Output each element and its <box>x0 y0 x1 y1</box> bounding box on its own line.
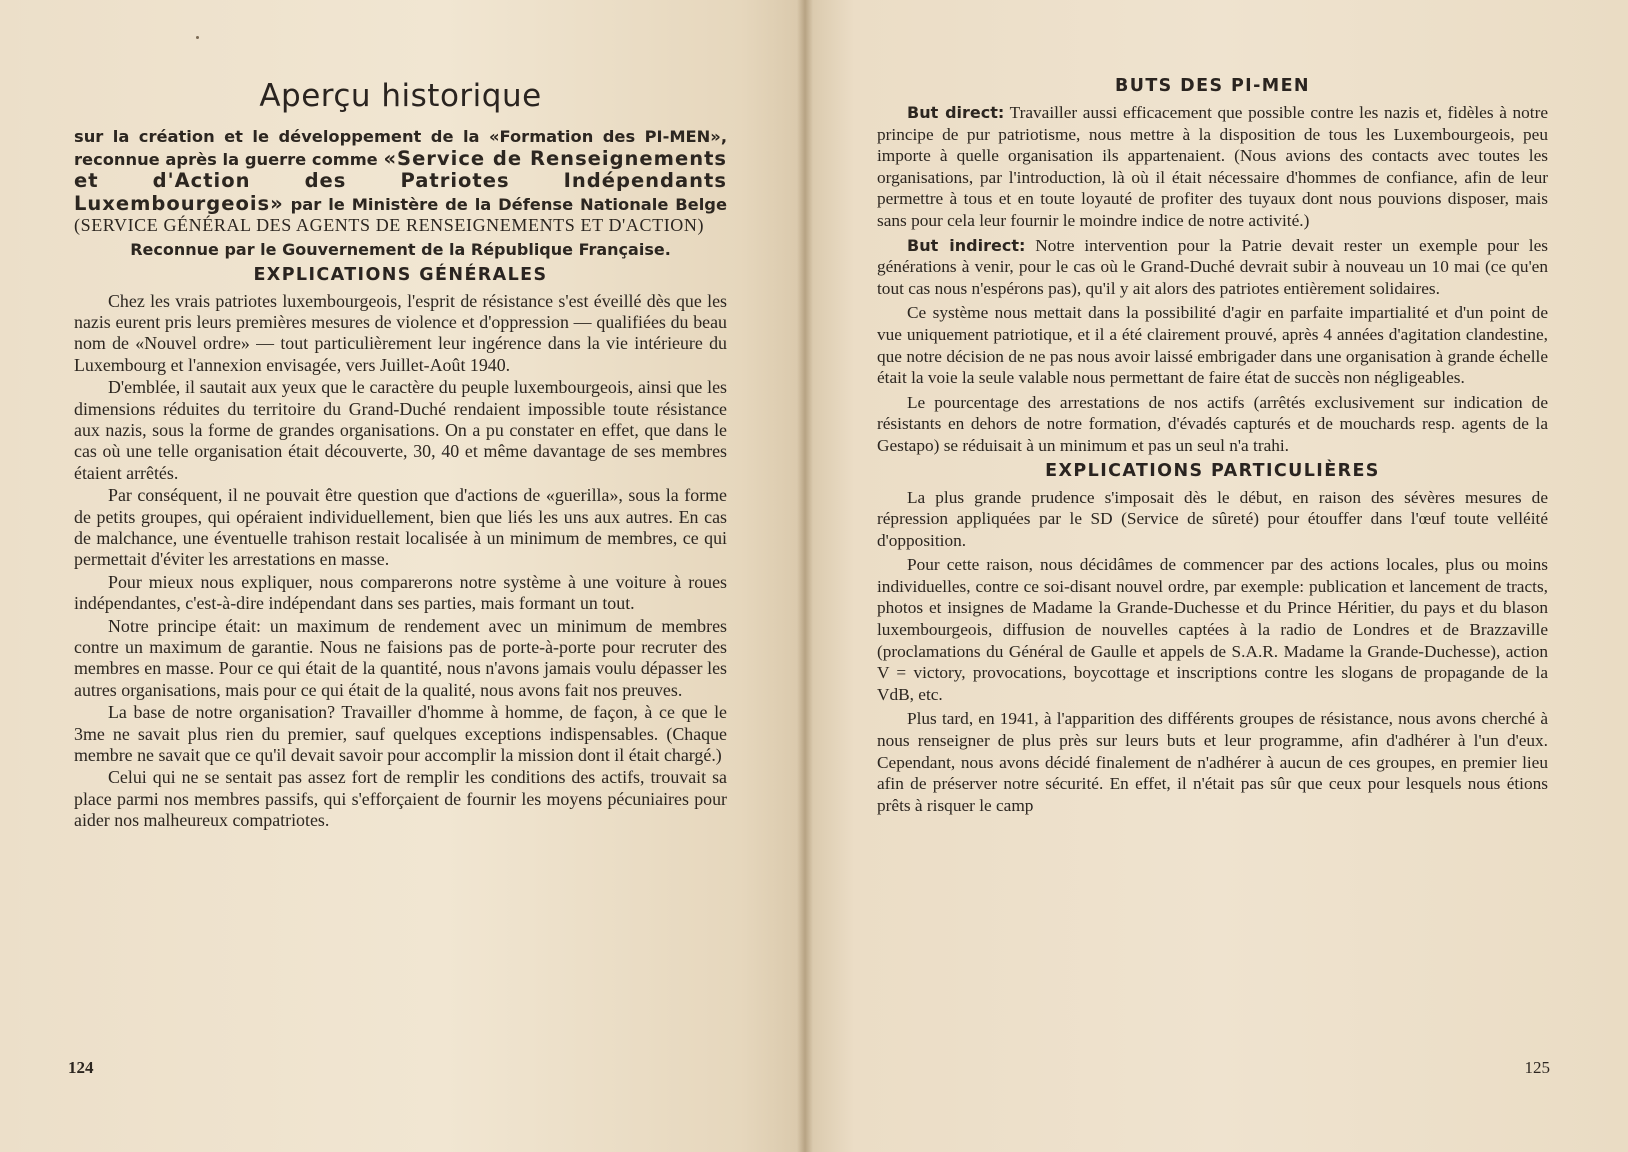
page-number-left: 124 <box>68 1058 94 1077</box>
section-heading-general: EXPLICATIONS GÉNÉRALES <box>253 264 548 285</box>
paragraph: Ce système nous mettait dans la possibilité d'agir en parfaite impartialité et d'un point de vue uniquement patriotique, et il a été clairement prouvé, après 4 années d'agitation clandestine, que notre décision de ne pas nous avoir laissé embrigader dans une organisation à grande échelle était la voie la seule valable nous permettant de faire état de succès non négligeables. <box>877 303 1548 388</box>
paragraph: Plus tard, en 1941, à l'apparition des différents groupes de résistance, nous avons cherché à nous renseigner de plus près sur leurs buts et leur programme, afin d'adhérer à l'un d'eux. Cependant, nous avons décidé finalement de n'adhérer à aucun de ces groupes, en premier lieu afin de préserver notre sécurité. En effet, il n'était pas sûr que ceux pour lesquels nous étions prêts à risquer le camp <box>877 709 1548 815</box>
paragraph: Celui qui ne se sentait pas assez fort de remplir les conditions des actifs, trouvait sa place parmi nos membres passifs, qui s'efforçaient de fournir les moyens pécuniaires pour aider nos malheureux compatriotes. <box>74 767 727 831</box>
paragraph: Pour mieux nous expliquer, nous comparerons notre système à une voiture à roues indépendantes, c'est-à-dire indépendant dans ses parties, mais formant un tout. <box>74 571 727 614</box>
subtitle-part-4: (SERVICE GÉNÉRAL DES AGENTS DE RENSEIGNEMENTS ET D'ACTION) <box>74 215 705 235</box>
left-page <box>0 0 805 1152</box>
paragraph: Par conséquent, il ne pouvait être question que d'actions de «guerilla», sous la forme de petits groupes, qui opéraient individuellement, bien que liés les uns aux autres. En cas de malchance, une éventuelle trahison restait localisée à un minimum de membres, ce qui permettait d'éviter les arrestations en masse. <box>74 485 727 570</box>
but-direct-label: But direct: <box>907 103 1005 122</box>
book-gutter <box>797 0 813 1152</box>
paragraph: La plus grande prudence s'imposait dès le début, en raison des sévères mesures de répression appliquées par le SD (Service de sûreté) pour étouffer dans l'œuf toute velléité d'opposition. <box>877 487 1548 550</box>
paragraph: Pour cette raison, nous décidâmes de commencer par des actions locales, plus ou moins individuelles, contre ce soi-disant nouvel ordre, par exemple: publication et lancement de tracts, photos et insignes de Madame la Grande-Duchesse et du Prince Héritier, du pays et du blason luxembourgeois, diffusion de nouvelles captées à la radio de Londres et de Brazzaville (proclamations du Général de Gaulle et appels de S.A.R. Madame la Grande-Duchesse), action V = victory, provocations, boycottage et inscriptions contre les slogans de propagande de la VdB, etc. <box>877 555 1548 704</box>
subtitle <box>74 126 727 237</box>
but-indirect-text: Notre intervention pour la Patrie devait rester un exemple pour les générations à venir, pour le cas où le Grand-Duché devrait subir à nouveau un 10 mai (ce qu'en tout cas nous n'espérons pas), qu'il y ait alors des patriotes entièrement solidaires. <box>877 235 1548 298</box>
section-heading-goals: BUTS DES PI-MEN <box>1115 76 1310 96</box>
section-heading-particular: EXPLICATIONS PARTICULIÈRES <box>1045 460 1380 481</box>
subtitle-part-2: «Service de Renseignements et d'Action des Patriotes Indépendants Luxembourgeois» <box>74 146 728 215</box>
paragraph: Le pourcentage des arrestations de nos actifs (arrêtés exclusivement sur indication de résistants en dehors de notre formation, d'évadés capturés et de mouchards resp. agents de la Gestapo) se réduisait à un minimum et pas un seul n'a trahi. <box>877 392 1548 455</box>
right-page <box>805 0 1628 1152</box>
recognition-line: Reconnue par le Gouvernement de la République Française. <box>130 239 671 259</box>
paragraph: D'emblée, il sautait aux yeux que le caractère du peuple luxembourgeois, ainsi que les dimensions réduites du territoire du Grand-Duché rendaient impossible toute résistance aux nazis, sous la forme de grandes organisations. On a pu constater en effet, que dans le cas où une telle organisation était découverte, 30, 40 et même davantage de ses membres étaient arrêtés. <box>74 377 727 483</box>
paragraph: Chez les vrais patriotes luxembourgeois, l'esprit de résistance s'est éveillé dès que les nazis eurent pris leurs premières mesures de violence et d'oppression — qualifiées du beau nom de «Nouvel ordre» — tout particulièrement leur ingérence dans la vie intérieure du Luxembourg et l'annexion envisagée, vers Juillet-Août 1940. <box>74 290 727 375</box>
but-indirect-label: But indirect: <box>907 235 1026 255</box>
paper-speck <box>196 36 199 39</box>
subtitle-part-1: sur la création et le développement de la «Formation des PI-MEN», reconnue après la guerre comme <box>74 127 727 169</box>
paragraph: La base de notre organisation? Travailler d'homme à homme, de façon, à ce que le 3me ne savait plus rien du premier, sauf quelques exceptions indispensables. (Chaque membre ne savait que ce qu'il devait savoir pour accomplir la mission dont il était chargé.) <box>74 702 727 766</box>
paragraph-but-direct <box>877 102 1548 232</box>
page-number-right: 125 <box>1524 1058 1550 1077</box>
paragraph: Notre principe était: un maximum de rendement avec un minimum de membres contre un maximum de garantie. Nous ne faisions pas de porte-à-porte pour recruter des membres en masse. Pour ce qui était de la quantité, nous n'avons jamais voulu dépasser les autres organisations, mais pour ce qui était de la qualité, nous avons fait nos preuves. <box>74 615 727 700</box>
but-direct-text: Travailler aussi efficacement que possible contre les nazis et, fidèles à notre principe de pur patriotisme, nous mettre à la disposition de tous les Luxembourgeois, peu importe à quelle organisation ils appartenaient. (Nous avions des contacts avec toutes les organisations, par l'introduction, là où il était nécessaire d'hommes de confiance, afin de leur permettre à tous et en toute loyauté de profiter des tuyaux dont nous pouvions disposer, mais sans pour cela leur fournir le moindre indice de notre activité.) <box>877 103 1548 230</box>
page-title: Aperçu historique <box>259 78 542 114</box>
paragraph-but-indirect <box>877 235 1548 300</box>
subtitle-part-3: par le Ministère de la Défense Nationale Belge <box>283 194 727 214</box>
